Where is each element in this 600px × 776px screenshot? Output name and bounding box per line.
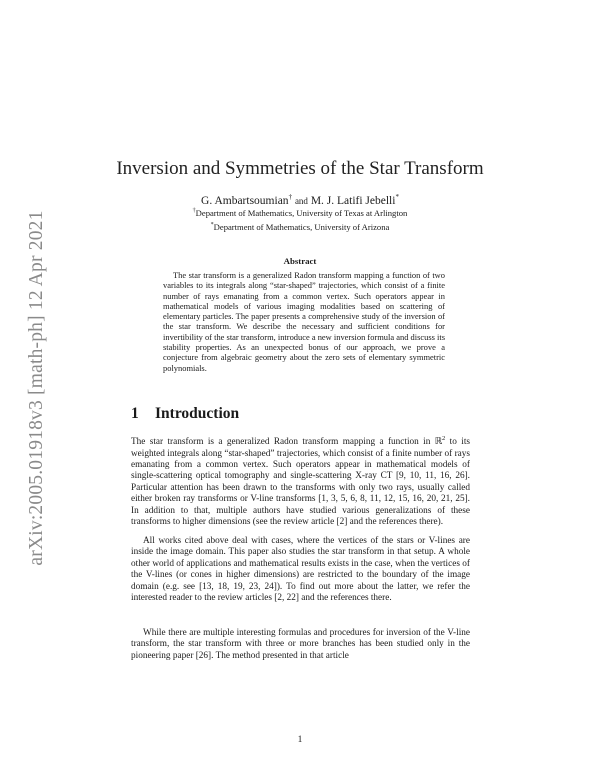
affiliation-text: Department of Mathematics, University of Arizona <box>213 222 390 232</box>
affiliation-mark: * <box>210 222 214 229</box>
paragraph-text: to its weighted integrals along “star-shaped” trajectories, which consist of a finite number of rays emanating from a common vertex. Such operators appear in mathematical models of single-scattering optical tomography and single-scattering X-ray CT [9, 10, 11, 16, 26]. Particular attention has been drawn to the transforms with only two rays, usually called either broken ray transforms or V-line transforms [1, 3, 5, 6, 8, 11, 12, 15, 16, 20, 21, 25]. In addition to that, multiple authors have studied various generalizations of these transforms to higher dimensions (see the review article [2] and the references there). <box>131 437 470 528</box>
affiliation-line <box>0 208 600 218</box>
body-paragraph: All works cited above deal with cases, where the vertices of the stars or V-lines are inside the image domain. This paper also studies the star transform in that setup. A whole other world of applications and mathematical results exists in the case, when the vertices of the V-lines (or cones in higher dimensions) are restricted to the boundary of the image domain (e.g. see [13, 18, 19, 23, 24]). To find out more about the latter, we refer the interested reader to the review articles [2, 22] and the references there. <box>131 536 470 604</box>
affiliation-mark: † <box>288 193 293 201</box>
page-number: 1 <box>297 735 303 745</box>
author-name: M. J. Latifi Jebelli <box>310 194 396 207</box>
paragraph-text: The star transform is a generalized Radon transform mapping a function in <box>131 437 435 448</box>
section-number: 1 <box>131 405 139 422</box>
affiliation-line <box>0 222 600 232</box>
math-symbol: ℝ <box>434 437 443 448</box>
affiliation-mark: * <box>395 193 399 201</box>
affiliation-text: Department of Mathematics, University of Texas at Arlington <box>195 208 408 218</box>
abstract-heading: Abstract <box>283 256 317 266</box>
author-conjunction: and <box>294 195 308 206</box>
arxiv-identifier-text: arXiv:2005.01918v3 [math-ph] 12 Apr 2021 <box>26 210 47 566</box>
section-heading <box>131 405 239 423</box>
body-paragraph: While there are multiple interesting formulas and procedures for inversion of the V-line transform, the star transform with three or more branches has been studied only in the pioneering paper [26]. The method presented in that article <box>131 628 470 661</box>
affiliation-mark: † <box>192 208 196 215</box>
author-line <box>0 193 600 207</box>
author-name: G. Ambartsoumian <box>201 194 289 207</box>
section-title: Introduction <box>155 405 240 422</box>
abstract-text: The star transform is a generalized Radon transform mapping a function of two variables to its integrals along “star-shaped” trajectories, which consist of a finite number of rays emanating from a common vertex. Such operators appear in mathematical models of various imaging modalities based on scattering of elementary particles. The paper presents a comprehensive study of the inversion of the star transform. We describe the necessary and sufficient conditions for invertibility of the star transform, introduce a new inversion formula and discuss its stability properties. As an unexpected bonus of our approach, we prove a conjecture from algebraic geometry about the zero sets of elementary symmetric polynomials. <box>163 270 445 373</box>
body-paragraph <box>131 433 470 529</box>
paper-title: Inversion and Symmetries of the Star Transform <box>116 158 484 179</box>
math-exponent: 2 <box>442 435 446 442</box>
